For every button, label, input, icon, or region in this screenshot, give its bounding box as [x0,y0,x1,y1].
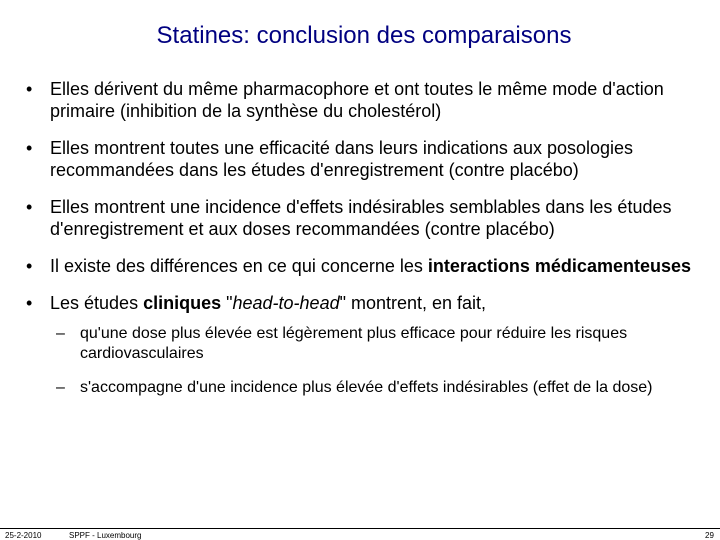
slide-title: Statines: conclusion des comparaisons [156,22,572,49]
sub-bullet-marker: – [56,325,65,342]
sub-bullet-marker: – [56,379,65,396]
bullet-text: Elles dérivent du même pharmacophore et ont toutes le même mode d'action primaire (inhibition de la synthèse du cholestérol) [50,79,664,121]
bullet-item [26,255,706,277]
footer-organization: SPPF - Luxembourg [69,531,142,540]
bullet-text: Les études [50,293,144,313]
bullet-marker: • [26,256,33,276]
bullet-text: Elles montrent une incidence d'effets indésirables semblables dans les études d'enregistrement et aux doses recommandées (contre placébo) [50,197,672,239]
sub-bullet-item [56,378,670,398]
bullet-text: " [221,293,233,313]
sub-bullet-text: s'accompagne d'une incidence plus élevée d'effets indésirables (effet de la dose) [80,379,653,396]
bullet-text: Elles montrent toutes une efficacité dans leurs indications aux posologies recommandées dans les études d'enregistrement (contre placébo) [50,138,634,180]
sub-bullet-text: qu'une dose plus élevée est légèrement plus efficace pour réduire les risques cardiovasculaires [80,325,628,362]
bullet-marker: • [26,293,33,313]
footer-divider [0,528,720,529]
bullet-text-bold: interactions médicamenteuses [427,256,691,276]
footer-date: 25-2-2010 [5,531,42,540]
bullet-text-bold: cliniques [143,293,222,313]
sub-bullet-item [56,324,670,364]
footer-page-number: 29 [705,531,714,540]
bullet-item [26,78,706,122]
bullet-text-italic: head-to-head [232,293,340,313]
bullet-item [26,196,706,240]
bullet-text: Il existe des différences en ce qui concerne les [50,256,428,276]
bullet-text: " montrent, en fait, [339,293,487,313]
bullet-item [26,292,706,314]
bullet-marker: • [26,79,33,99]
bullet-marker: • [26,138,33,158]
bullet-list [26,78,706,398]
bullet-marker: • [26,197,33,217]
bullet-item [26,137,706,181]
